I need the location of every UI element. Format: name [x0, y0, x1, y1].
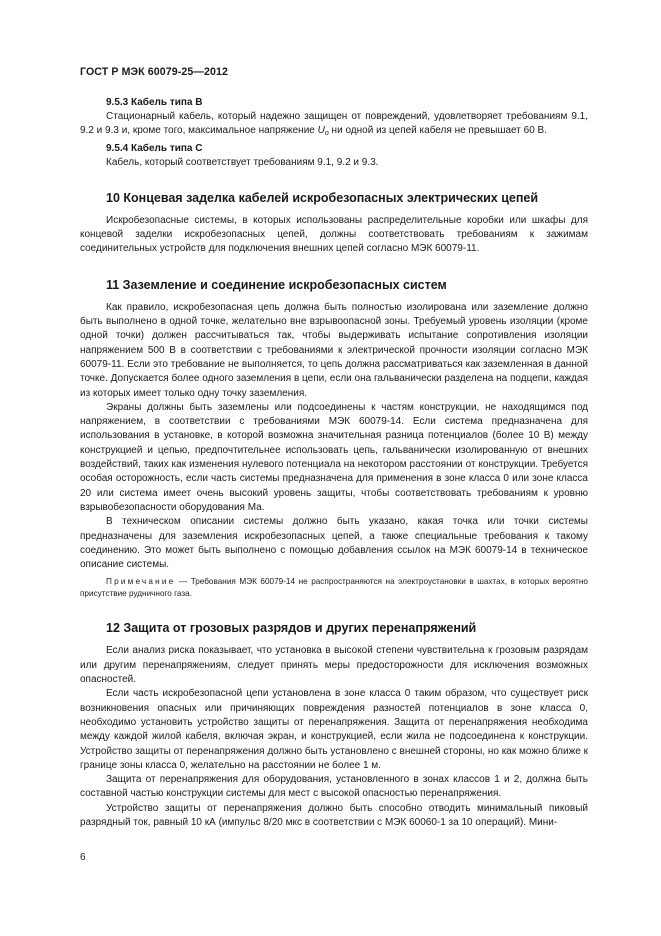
note-11	[80, 576, 588, 600]
paragraph-9-5-3	[80, 110, 588, 142]
note-label: Примечание	[106, 577, 176, 587]
paragraph-12-1: Если анализ риска показывает, что установка в высокой степени чувствительна к грозовым разрядам или другим перенапряжениям, следует принять меры предосторожности для исключения возможных опасностей.	[80, 645, 588, 686]
paragraph-11-2: Экраны должны быть заземлены или подсоединены к частям конструкции, не находящимся под напряжением, в соответствии с требованиями МЭК 60079-14. Если система предназначена для использования в установке, в которой возможна значительная разница потенциалов (более 10 В) между конструкцией и цепью, предпочтительнее использовать цепь, гальванически изолированную от внешних воздействий, таких как изменения нулевого потенциала на некотором расстоянии от конструкции. Требуется особая осторожность, если часть системы предназначена для применения в зоне класса 0 или зоне класса 20 или система имеет очень высокий уровень защиты, чтобы соответствовать требованиям к уровню взрывобезопасности оборудования Ма.	[80, 401, 588, 513]
section-title-12: 12 Защита от грозовых разрядов и других перенапряжений	[106, 621, 477, 636]
standard-header: ГОСТ Р МЭК 60079-25—2012	[80, 66, 229, 78]
paragraph-10: Искробезопасные системы, в которых использованы распределительные коробки или шкафы для концевой заделки искробезопасных цепей, должны соответствовать требованиям к зажимам соединительных устройств для подключения внешних цепей согласно МЭК 60079-11.	[80, 214, 588, 255]
text-segment: Стационарный кабель, который надежно защищен от повреждений, удовлетворяет требованиям 9.1, 9.2 и 9.3 и, кроме того, максимальное напряжение	[80, 111, 588, 137]
section-title-10: 10 Концевая заделка кабелей искробезопасных электрических цепей	[106, 190, 539, 205]
paragraph-9-5-4: Кабель, который соответствует требованиям 9.1, 9.2 и 9.3.	[106, 156, 379, 168]
subsection-heading-9-5-3: 9.5.3 Кабель типа В	[106, 97, 203, 108]
paragraph-11-1: Как правило, искробезопасная цепь должна быть полностью изолирована или заземление должно быть выполнено в одной точке, желательно вне взрывоопасной зоны. Требуемый уровень изоляции (кроме одной точки) должен рассчитываться так, чтобы выдерживать испытание сопротивления изоляции напряжением 500 В в соответствии с требованиями к электрической прочности изоляции согласно МЭК 60079-11. Если это требование не выполняется, то цепь должна рассматриваться как заземленная в данной точке. Допускается более одного заземления в цепи, если она гальванически разделена на подцепи, каждая из которых имеет только одну точку заземления.	[80, 301, 588, 399]
text-segment: ни одной из цепей кабеля не превышает 60 В.	[328, 125, 547, 137]
page-content	[80, 96, 588, 830]
voltage-symbol: $U_o$	[317, 125, 329, 138]
paragraph-12-2: Если часть искробезопасной цепи установлена в зоне класса 0 таким образом, что существует риск возникновения опасных или причиняющих повреждения разностей потенциалов в зоне класса 0, необходимо установить устройство защиты от перенапряжения. Защита от перенапряжения необходима между каждой жилой кабеля, включая экран, и конструкцией, если жила не подсоединена к конструкции. Устройство защиты от перенапряжения должно быть установлено с внешней стороны, но как можно ближе к границе зоны класса 0, желательно на расстоянии не более 1 м.	[80, 688, 588, 771]
section-title-11: 11 Заземление и соединение искробезопасных систем	[106, 277, 447, 292]
page-number: 6	[80, 852, 86, 863]
paragraph-12-3: Защита от перенапряжения для оборудования, установленного в зонах классов 1 и 2, должна быть составной частью конструкции системы для мест с высокой опасностью перенапряжения.	[80, 774, 588, 800]
paragraph-12-4: Устройство защиты от перенапряжения должно быть способно отводить минимальный пиковый разрядный ток, равный 10 кА (импульс 8/20 мкс в соответствии с МЭК 60060-1 за 10 операций). Мини-	[80, 802, 588, 828]
paragraph-11-3: В техническом описании системы должно быть указано, какая точка или точки системы предназначены для заземления искробезопасных цепей, а также специальные требования к такому соединению. Это может быть выполнено с помощью добавления ссылок на МЭК 60079-14 в техническое описание системы.	[80, 516, 588, 571]
subsection-heading-9-5-4: 9.5.4 Кабель типа С	[106, 142, 203, 154]
note-text: — Требования МЭК 60079-14 не распространяются на электроустановки в шахтах, в которых вероятно присутствие рудничного газа.	[80, 577, 588, 599]
